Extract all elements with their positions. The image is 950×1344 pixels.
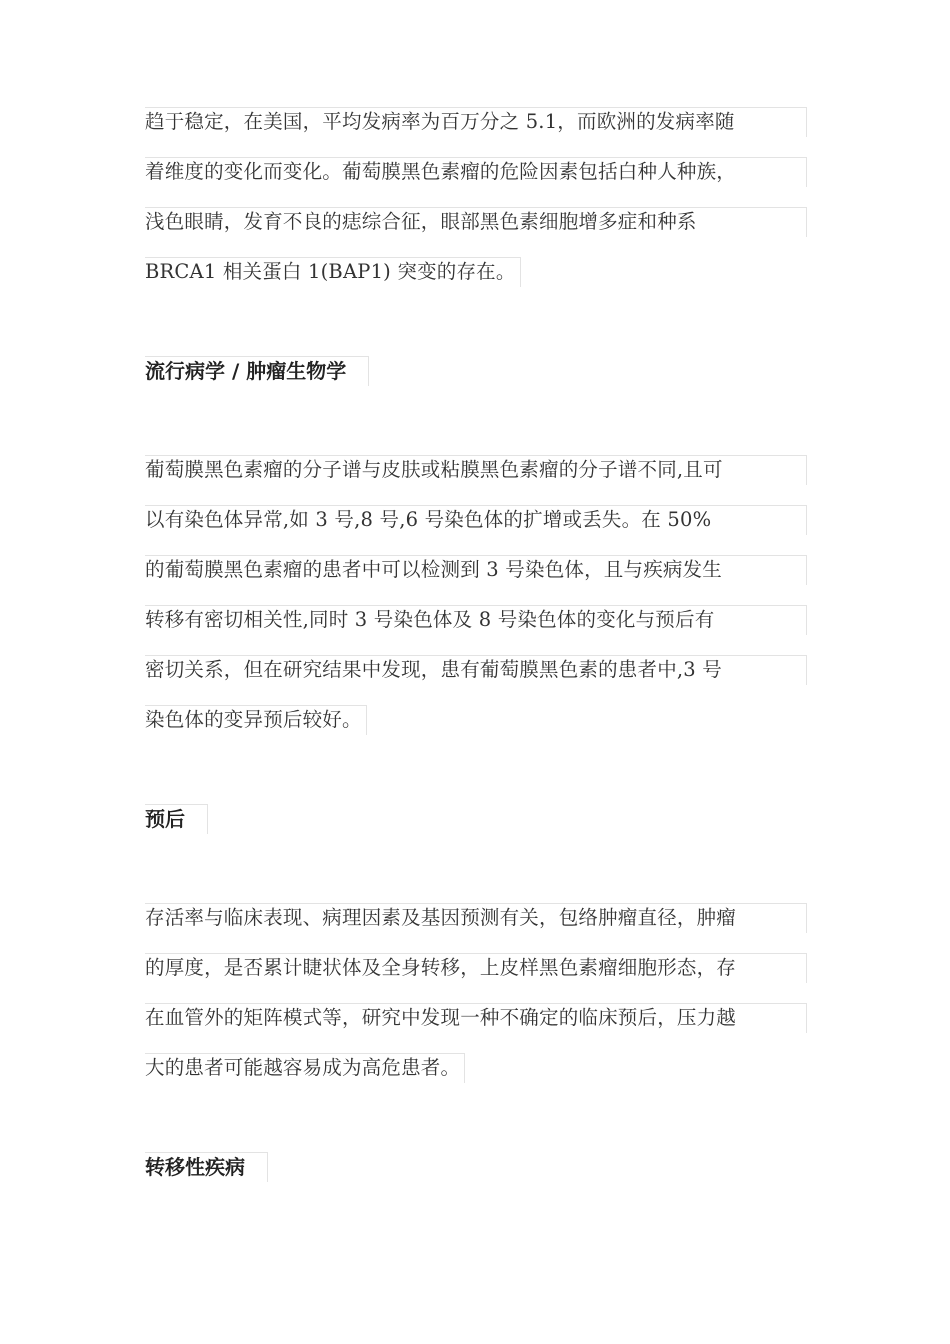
paragraph-1-line-1: 趋于稳定，在美国，平均发病率为百万分之 5.1，而欧洲的发病率随 [145,107,807,137]
paragraph-3-line-3: 在血管外的矩阵模式等，研究中发现一种不确定的临床预后，压力越 [145,1003,807,1033]
paragraph-2-line-6: 染色体的变异预后较好。 [145,705,367,735]
paragraph-2-line-5: 密切关系，但在研究结果中发现，患有葡萄膜黑色素的患者中,3 号 [145,655,807,685]
paragraph-2-line-1: 葡萄膜黑色素瘤的分子谱与皮肤或粘膜黑色素瘤的分子谱不同,且可 [145,455,807,485]
paragraph-1-line-3: 浅色眼睛，发育不良的痣综合征，眼部黑色素细胞增多症和种系 [145,207,807,237]
section-heading-metastatic-disease: 转移性疾病 [145,1152,268,1182]
section-heading-epidemiology: 流行病学 / 肿瘤生物学 [145,356,369,386]
paragraph-3-line-4: 大的患者可能越容易成为高危患者。 [145,1053,465,1083]
section-heading-prognosis: 预后 [145,804,208,834]
paragraph-3-line-1: 存活率与临床表现、病理因素及基因预测有关，包络肿瘤直径，肿瘤 [145,903,807,933]
paragraph-1-line-2: 着维度的变化而变化。葡萄膜黑色素瘤的危险因素包括白种人种族， [145,157,807,187]
paragraph-2-line-4: 转移有密切相关性,同时 3 号染色体及 8 号染色体的变化与预后有 [145,605,807,635]
paragraph-1-line-4: BRCA1 相关蛋白 1(BAP1) 突变的存在。 [145,257,521,287]
paragraph-2-line-2: 以有染色体异常,如 3 号,8 号,6 号染色体的扩增或丢失。在 50% [145,505,807,535]
paragraph-2-line-3: 的葡萄膜黑色素瘤的患者中可以检测到 3 号染色体，且与疾病发生 [145,555,807,585]
paragraph-3-line-2: 的厚度，是否累计睫状体及全身转移，上皮样黑色素瘤细胞形态，存 [145,953,807,983]
